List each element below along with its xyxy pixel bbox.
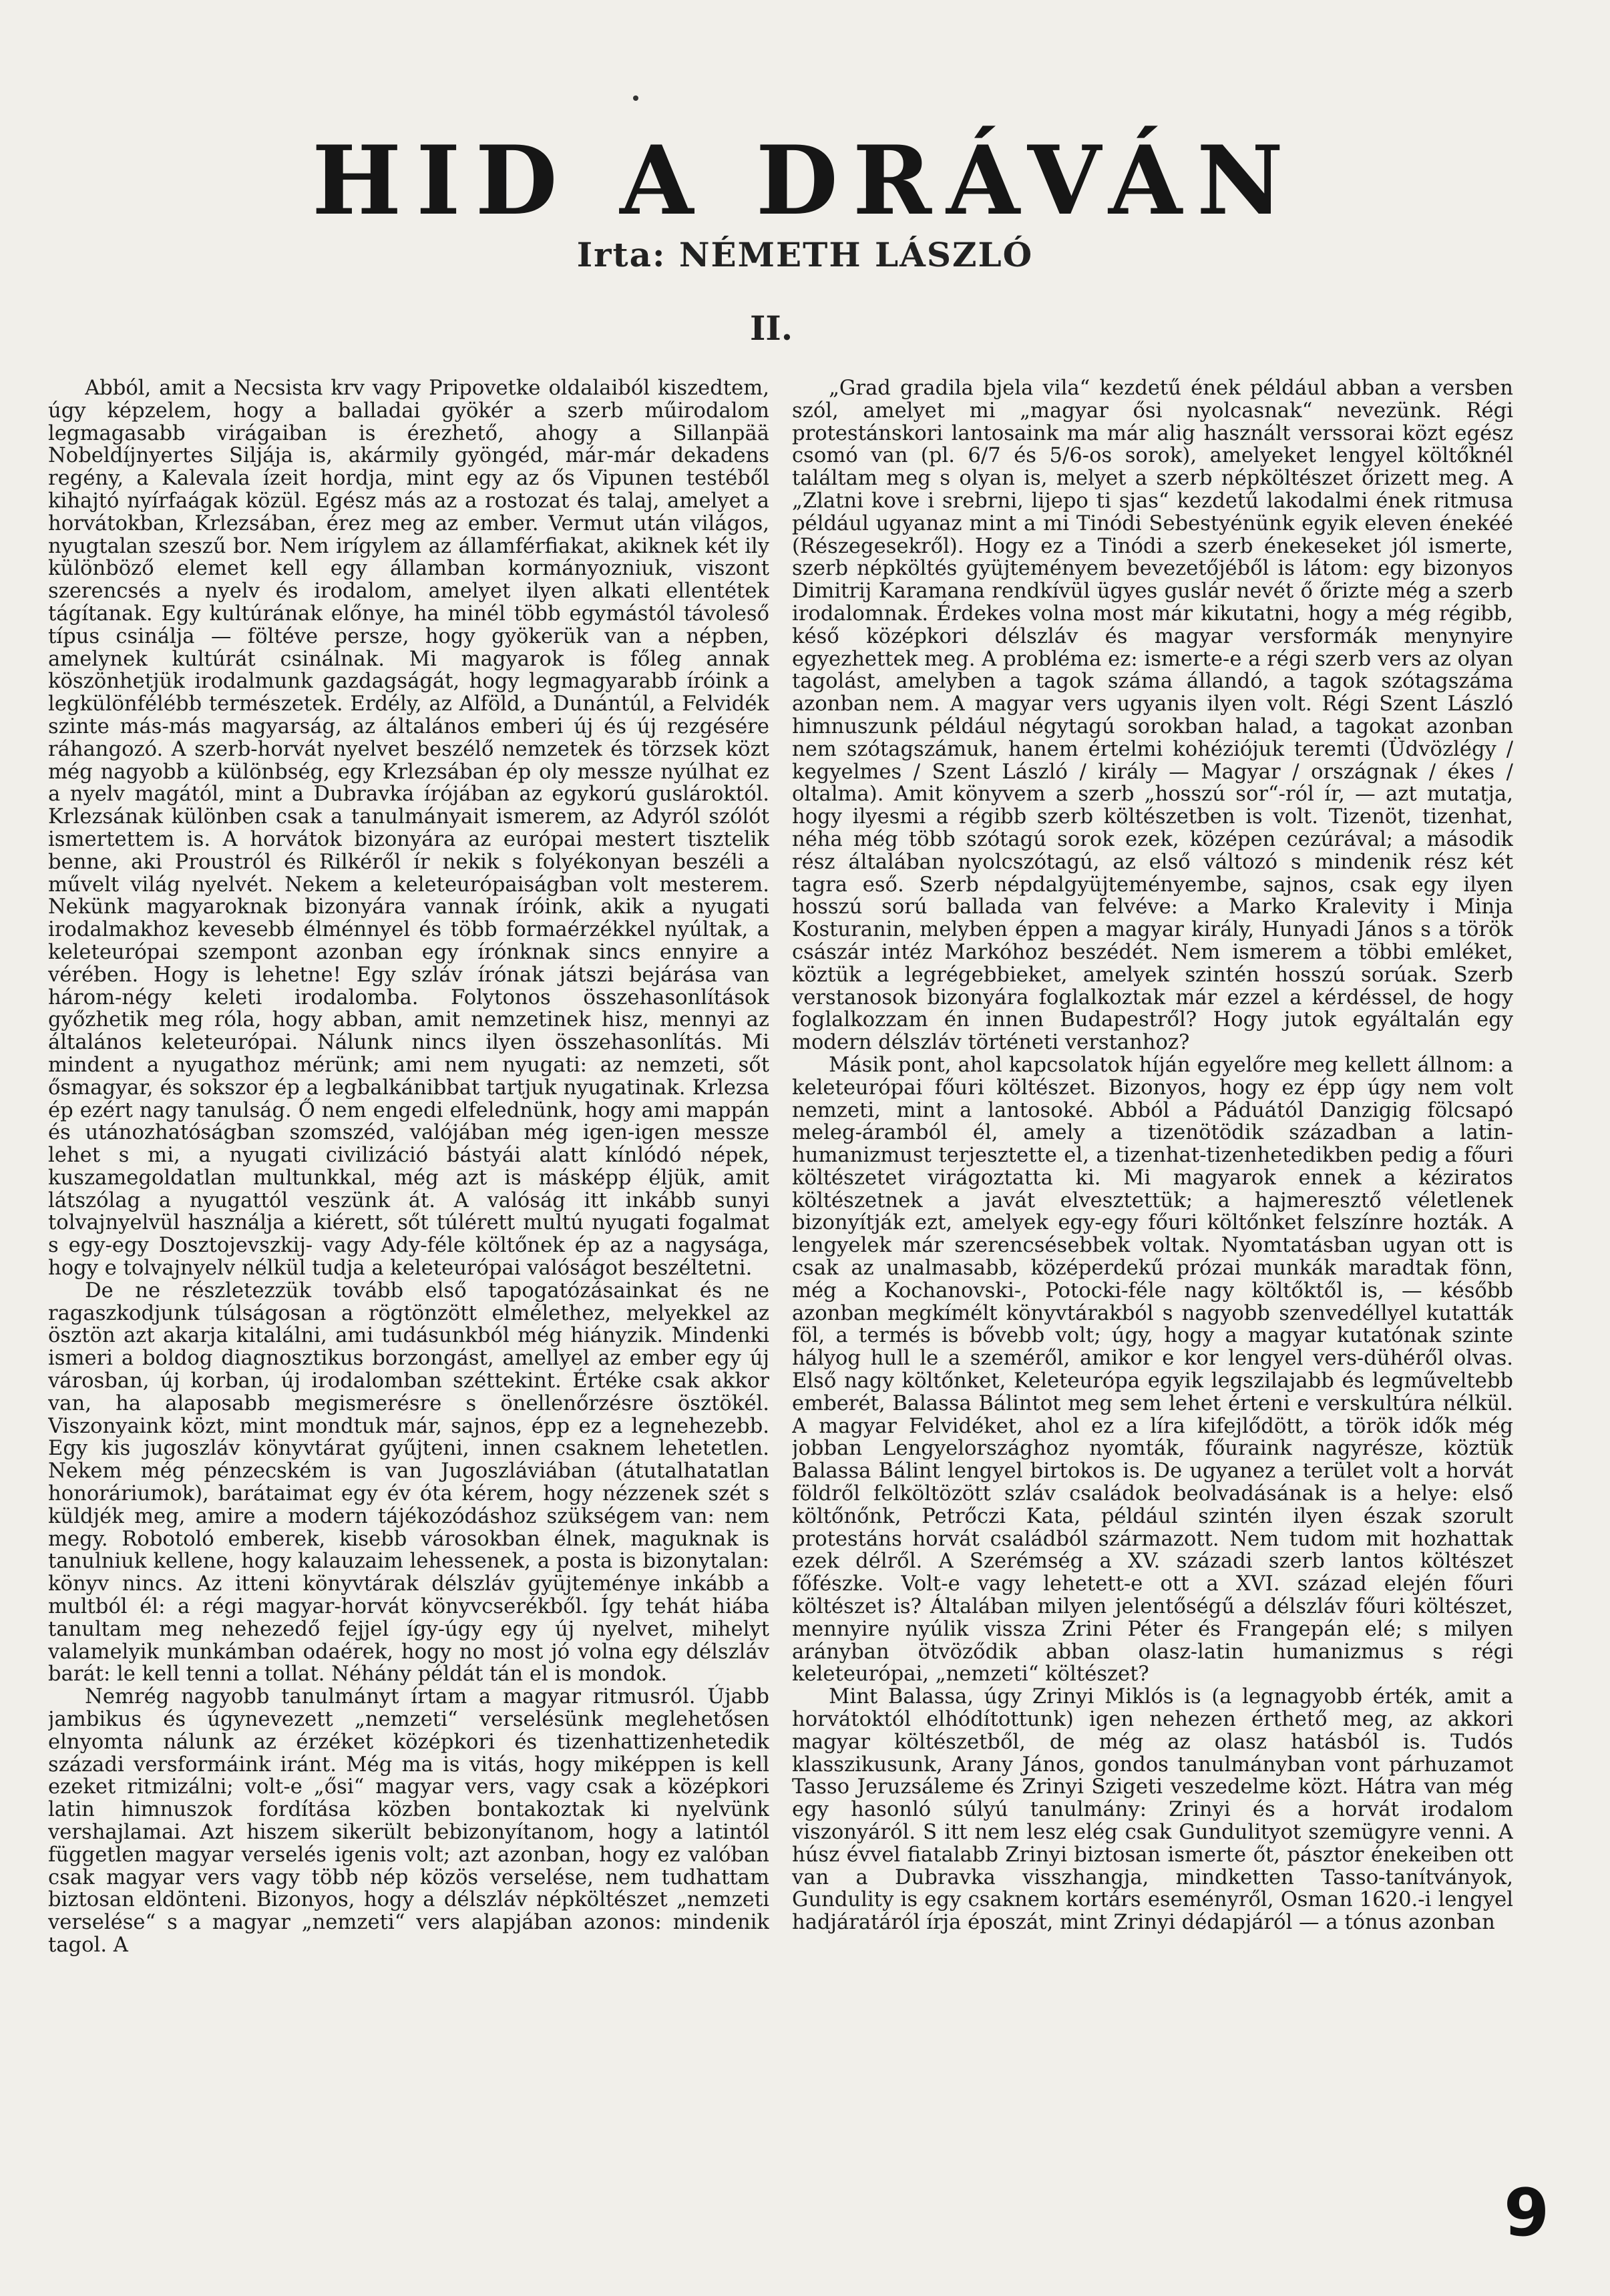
article-byline: Irta: NÉMETH LÁSZLÓ bbox=[576, 235, 1034, 274]
column-right bbox=[792, 377, 1513, 2140]
paragraph: Másik pont, ahol kapcsolatok híján egyelőre meg kellett állnom: a keleteurópai főuri költészet. Bizonyos, hogy ez épp úgy nem volt nemzeti, mint a lantosoké. Abból a Páduától Danzigig fölcsapó meleg-áramból él, amely a tizenötödik században a latin-humanizmust terjesztette el, a tizenhat-tizenhetedikben pedig a főuri költészetet virágoztatta ki. Mi magyarok ennek a kéziratos költészetnek a javát elvesztettük; a hajmeresztő véletlenek bizonyítják ezt, amelyek egy-egy főuri költőnket felszínre hozták. A lengyelek már szerencsésebbek voltak. Nyomtatásban ugyan ott is csak az unalmasabb, középerdekű prózai munkák maradtak fönn, még a Kochanovski-, Potocki-féle nagy költőktől is, — később azonban megkímélt könyvtárakból s nagyobb szenvedéllyel kutatták föl, a termés is bővebb volt; úgy, hogy a magyar kutatónak szinte hályog hull le a szeméről, amikor e kor lengyel vers-dühéről olvas. Első nagy költőnket, Keleteurópa egyik legszilajabb és legműveltebb emberét, Balassa Bálintot meg sem lehet érteni e verskultúra nélkül. A magyar Felvidéket, ahol ez a líra kifejlődött, a török idők még jobban Lengyelországhoz nyomták, főuraink nagyrésze, köztük Balassa Bálint lengyel birtokos is. De ugyanez a terület volt a horvát földről felköltözött szláv családok beolvadásának is a helye: első költőnőnk, Petrőczi Kata, például szintén ilyen észak szorult protestáns horvát családból származott. Nem tudom mit hozhattak ezek délről. A Szerémség a XV. századi szerb lantos költészet főfészke. Volt-e vagy lehetett-e ott a XVI. század elején főuri költészet is? Általában milyen jelentőségű a délszláv főuri költészet, mennyire nyúlik vissza Zrini Péter és Frangepán elé; s milyen arányban ötvöződik abban olasz-latin humanizmus s régi keleteurópai, „nemzeti“ költészet? bbox=[792, 1053, 1513, 1686]
paragraph: „Grad gradila bjela vila“ kezdetű ének például abban a versben szól, amelyet mi „magyar ősi nyolcasnak“ nevezünk. Régi protestánskori lantosaink ma már alig használt verssorai közt egész csomó van (pl. 6/7 és 5/6-os sorok), amelyeket lengyel költőknél találtam meg s olyan is, melyet a szerb népköltészet őrizett meg. A „Zlatni kove i srebrni, lijepo ti sjas“ kezdetű lakodalmi ének ritmusa például ugyanaz mint a mi Tinódi Sebestyénünk egyik eleven énekéé (Részegesekről). Hogy ez a Tinódi a szerb énekeseket jól ismerte, szerb népköltés gyüjteményem bevezetőjéből is látom: egy bizonyos Dimitrij Karamana rendkívül ügyes guslár nevét ő őrizte még a szerb irodalomnak. Érdekes volna most már kikutatni, hogy a még régibb, késő középkori délszláv és magyar versformák menynyire egyezhettek meg. A probléma ez: ismerte-e a régi szerb vers az olyan tagolást, amelyben a tagok száma állandó, a tagok szótagszáma azonban nem. A magyar vers ugyanis ilyen volt. Régi Szent László himnuszunk például négytagú sorokban halad, a tagokat azonban nem szótagszámuk, hanem értelmi kohéziójuk teremti (Üdvözlégy / kegyelmes / Szent László / király — Magyar / országnak / ékes / oltalma). Amit könyvem a szerb „hosszú sor“-ról ír, — azt mutatja, hogy ilyesmi a régibb szerb költészetben is volt. Tizenöt, tizenhat, néha még több szótagú sorok ezek, középen cezúrával; a második rész általában nyolcszótagú, az első változó s mindenik rész két tagra eső. Szerb népdalgyüjteményembe, sajnos, csak egy ilyen hosszú sorú ballada van felvéve: a Marko Kralevity i Minja Kosturanin, melyben éppen a magyar király, Hunyadi János s a török császár intéz Markóhoz beszédét. Nem ismerem a többi emléket, köztük a legrégebbieket, amelyek szintén hosszú sorúak. Szerb verstanosok bizonyára foglalkoztak már ezzel a kérdéssel, de hogy foglalkozzam én innen Budapestről? Hogy jutok egyáltalán egy modern délszláv történeti verstanhoz? bbox=[792, 377, 1513, 1055]
paragraph: Abból, amit a Necsista krv vagy Pripovetke oldalaiból kiszedtem, úgy képzelem, hogy a balladai gyökér a szerb műirodalom legmagasabb virágaiban is érezhető, ahogy a Sillanpää Nobeldíjnyertes Siljája is, akármily gyöngéd, már-már dekadens regény, a Kalevala ízeit hordja, mint egy az ős Vipunen testéből kihajtó nyírfaágak közül. Egész más az a rostozat és talaj, amelyet a horvátokban, Krlezsában, érez meg az ember. Vermut után világos, nyugtalan szeszű bor. Nem irígylem az államférfiakat, akiknek két ily különböző elemet kell egy államban kormányozniuk, viszont szerencsés a nyelv és irodalom, amelyet ilyen alkati ellentétek tágítanak. Egy kultúrának előnye, ha minél több egymástól távoleső típus csinálja — föltéve persze, hogy gyökerük van a népben, amelynek kultúrát csinálnak. Mi magyarok is főleg annak köszönhetjük irodalmunk gazdagságát, hogy legmagyarabb íróink a legkülönfélébb természetek. Erdély, az Alföld, a Dunántúl, a Felvidék szinte más-más magyarság, az általános emberi új és új rezgésére ráhangozó. A szerb-horvát nyelvet beszélő nemzetek és törzsek közt még nagyobb a különbség, egy Krlezsában ép oly messze nyúlhat ez a nyelv magától, mint a Dubravka írójában az egykorú guslároktól. Krlezsának különben csak a tanulmányait ismerem, az Adyról szólót ismertettem is. A horvátok bizonyára az európai mestert tisztelik benne, aki Proustról és Rilkéről ír nekik s folyékonyan beszéli a művelt világ nyelvét. Nekem a keleteurópaiságban volt mesterem. Nekünk magyaroknak bizonyára vannak íróink, akik a nyugati irodalmakhoz kevesebb élménnyel és több formaérzékkel nyúltak, a keleteurópai szempont azonban egy írónknak sincs ennyire a vérében. Hogy is lehetne! Egy szláv írónak játszi bejárása van három-négy keleti irodalomba. Folytonos összehasonlítások győzhetik meg róla, hogy abban, amit nemzetinek hisz, mennyi az általános keleteurópai. Nálunk nincs ilyen összehasonlítás. Mi mindent a nyugathoz mérünk; ami nem nyugati: az nemzeti, sőt ősmagyar, és sokszor ép a legbalkánibbat tartjuk nyugatinak. Krlezsa ép ezért nagy tanulság. Ő nem engedi elfelednünk, hogy ami mappán és utánozhatóságban szomszéd, valójában még igen-igen messze lehet s mi, a nyugati civilizáció bástyái alatt kínlódó népek, kuszamegoldatlan multunkkal, még azt is másképp éljük, amit látszólag a nyugattól veszünk át. A valóság itt inkább sunyi tolvajnyelvül használja a kiérett, sőt túlérett multú nyugati fogalmat s egy-egy Dosztojevszkij- vagy Ady-féle költőnek ép az a nagysága, hogy e tolvajnyelv nélkül tudja a keleteurópai valóságot beszéltetni. bbox=[48, 377, 769, 1281]
print-speck bbox=[633, 95, 638, 101]
paragraph: Mint Balassa, úgy Zrinyi Miklós is (a legnagyobb érték, amit a horvátoktól elhódítottunk) igen nehezen érthető meg, az akkori magyar költészetből, de még az olasz hatásból is. Tudós klasszikusunk, Arany János, gondos tanulmányban vont párhuzamot Tasso Jeruzsáleme és Zrinyi Szigeti veszedelme közt. Hátra van még egy hasonló súlyú tanulmány: Zrinyi és a horvát irodalom viszonyáról. S itt nem lesz elég csak Gundulityot szemügyre venni. A húsz évvel fiatalabb Zrinyi biztosan ismerte őt, pásztor énekeiben ott van a Dubravka visszhangja, mindketten Tasso-tanítványok, Gundulity is egy csaknem kortárs eseményről, Osman 1620.-i lengyel hadjáratáról írja époszát, mint Zrinyi dédapjáról — a tónus azonban bbox=[792, 1685, 1513, 1935]
paragraph: De ne részletezzük tovább első tapogatózásainkat és ne ragaszkodjunk túlságosan a rögtönzött elmélethez, melyekkel az ösztön azt akarja kitalálni, ami tudásunkból még hiányzik. Mindenki ismeri a boldog diagnosztikus borzongást, amellyel az ember egy új városban, új korban, új irodalomban széttekint. Értéke csak akkor van, ha alaposabb megismerésre s önellenőrzésre ösztökél. Viszonyaink közt, mint mondtuk már, sajnos, épp ez a legnehezebb. Egy kis jugoszláv könyvtárat gyűjteni, innen csaknem lehetetlen. Nekem még pénzecském is van Jugoszláviában (átutalhatatlan honoráriumok), barátaimat egy év óta kérem, hogy nézzenek szét s küldjék meg, amire a modern tájékozódáshoz szükségem van: nem megy. Robotoló emberek, kisebb városokban élnek, maguknak is tanulniuk kellene, hogy kalauzaim lehessenek, a posta is bizonytalan: könyv nincs. Az itteni könyvtárak délszláv gyüjteménye inkább a multból él: a régi magyar-horvát könyvcserékből. Így tehát hiába tanultam meg nehezedő fejjel így-úgy egy új nyelvet, mihelyt valamelyik munkámban odaérek, hogy no most jó volna egy délszláv barát: le kell tenni a tollat. Néhány példát tán el is mondok. bbox=[48, 1279, 769, 1686]
article-title: HID A DRÁVÁN bbox=[312, 126, 1298, 236]
page-number: 9 bbox=[1504, 2175, 1550, 2251]
section-number: II. bbox=[750, 308, 793, 348]
column-left bbox=[48, 377, 769, 2140]
paragraph: Nemrég nagyobb tanulmányt írtam a magyar ritmusról. Újabb jambikus és úgynevezett „nemzeti“ verselésünk meglehetősen elnyomta nálunk az érzéket középkori és tizenhattizenhetedik századi versformáink iránt. Még ma is vitás, hogy miképpen is kell ezeket ritmizálni; volt-e „ősi“ magyar vers, vagy csak a középkori latin himnuszok fordítása közben bontakoztak ki nyelvünk vershajlamai. Azt hiszem sikerült bebizonyítanom, hogy a latintól független magyar verselés igenis volt; azt azonban, hogy ez valóban csak magyar vers vagy több nép közös verselése, nem tudhattam biztosan eldönteni. Bizonyos, hogy a délszláv népköltészet „nemzeti verselése“ s a magyar „nemzeti“ vers alapjában azonos: mindenik tagol. A bbox=[48, 1685, 769, 1957]
